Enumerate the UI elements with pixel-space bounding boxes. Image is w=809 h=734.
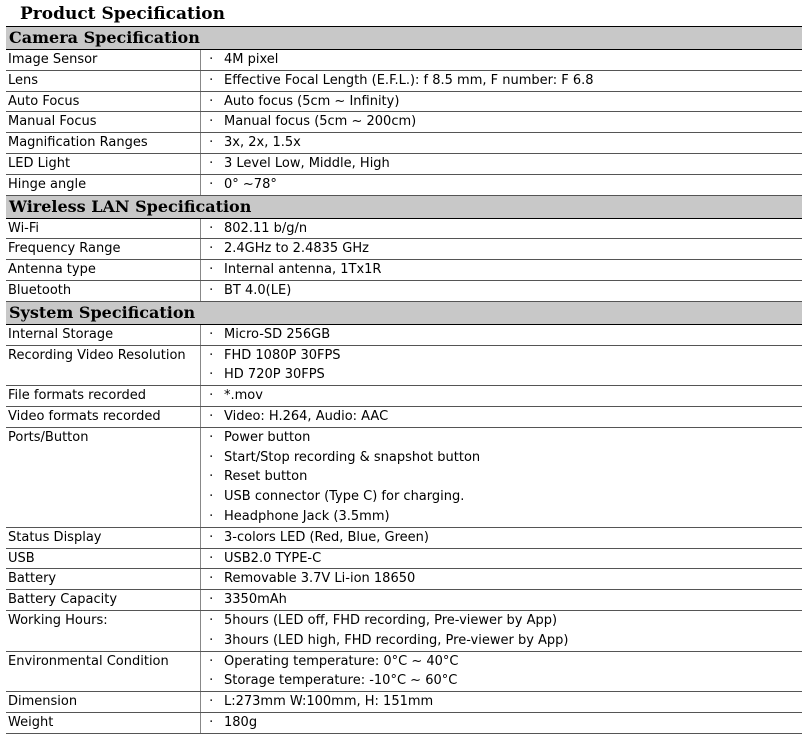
spec-label: Ports/Button bbox=[8, 429, 89, 445]
spec-label-cell bbox=[6, 610, 200, 651]
spec-label-cell bbox=[6, 133, 200, 154]
bullet-cell bbox=[200, 50, 222, 71]
bullet-cell bbox=[200, 345, 222, 386]
bullet-cell bbox=[200, 133, 222, 154]
spec-label-cell bbox=[6, 174, 200, 195]
spec-value-cell bbox=[222, 712, 802, 733]
spec-value: Auto focus (5cm ~ Infinity) bbox=[224, 93, 400, 109]
spec-label-cell bbox=[6, 112, 200, 133]
spec-label-cell bbox=[6, 712, 200, 733]
spec-label: Weight bbox=[8, 714, 54, 730]
spec-value: USB2.0 TYPE-C bbox=[224, 550, 322, 566]
spec-row bbox=[6, 239, 802, 260]
bullet-icon: · bbox=[209, 469, 214, 485]
spec-row bbox=[6, 427, 802, 527]
spec-row bbox=[6, 386, 802, 407]
spec-row bbox=[6, 174, 802, 195]
bullet-cell bbox=[200, 218, 222, 239]
spec-value-cell bbox=[222, 569, 802, 590]
spec-value: Effective Focal Length (E.F.L.): f 8.5 mm, F number: F 6.8 bbox=[224, 72, 594, 88]
spec-table bbox=[6, 26, 802, 734]
spec-label-cell bbox=[6, 260, 200, 281]
spec-label-cell bbox=[6, 692, 200, 713]
spec-row bbox=[6, 610, 802, 651]
spec-row bbox=[6, 133, 802, 154]
spec-label: Image Sensor bbox=[8, 52, 98, 67]
section-heading: Camera Specification bbox=[6, 27, 802, 50]
bullet-cell bbox=[200, 590, 222, 611]
section-heading: Wireless LAN Specification bbox=[6, 195, 802, 218]
bullet-icon: · bbox=[209, 367, 214, 383]
spec-label-cell bbox=[6, 569, 200, 590]
spec-value-cell bbox=[222, 590, 802, 611]
spec-table-body bbox=[6, 27, 802, 734]
bullet-icon: · bbox=[209, 429, 214, 445]
spec-value: FHD 1080P 30FPS bbox=[224, 347, 341, 363]
spec-value-cell bbox=[222, 324, 802, 345]
bullet-icon: · bbox=[209, 52, 214, 67]
bullet-cell bbox=[200, 112, 222, 133]
spec-label-cell bbox=[6, 651, 200, 692]
bullet-icon: · bbox=[209, 114, 214, 130]
bullet-cell bbox=[200, 386, 222, 407]
spec-value: 3-colors LED (Red, Blue, Green) bbox=[224, 529, 429, 545]
spec-value-cell bbox=[222, 239, 802, 260]
spec-value: Video: H.264, Audio: AAC bbox=[224, 408, 389, 424]
spec-row bbox=[6, 548, 802, 569]
spec-label: Status Display bbox=[8, 529, 102, 545]
bullet-icon: · bbox=[209, 241, 214, 257]
spec-value: Headphone Jack (3.5mm) bbox=[224, 508, 390, 524]
bullet-icon: · bbox=[209, 326, 214, 342]
bullet-icon: · bbox=[209, 408, 214, 424]
spec-row bbox=[6, 569, 802, 590]
bullet-cell bbox=[200, 527, 222, 548]
spec-value: Internal antenna, 1Tx1R bbox=[224, 262, 382, 278]
spec-label: Internal Storage bbox=[8, 326, 114, 342]
spec-row bbox=[6, 218, 802, 239]
bullet-icon: · bbox=[209, 612, 214, 628]
spec-value-cell bbox=[222, 174, 802, 195]
bullet-icon: · bbox=[209, 592, 214, 608]
bullet-icon: · bbox=[209, 632, 214, 648]
spec-value-cell bbox=[222, 153, 802, 174]
spec-value-cell bbox=[222, 610, 802, 651]
bullet-icon: · bbox=[209, 529, 214, 545]
spec-value-cell bbox=[222, 133, 802, 154]
spec-value-cell bbox=[222, 112, 802, 133]
bullet-cell bbox=[200, 70, 222, 91]
bullet-cell bbox=[200, 153, 222, 174]
spec-label: Dimension bbox=[8, 694, 78, 710]
spec-value: 802.11 b/g/n bbox=[224, 220, 308, 236]
bullet-cell bbox=[200, 239, 222, 260]
bullet-cell bbox=[200, 692, 222, 713]
section-heading: System Specification bbox=[6, 301, 802, 324]
bullet-cell bbox=[200, 324, 222, 345]
spec-row bbox=[6, 50, 802, 71]
spec-value: *.mov bbox=[224, 388, 263, 404]
bullet-cell bbox=[200, 610, 222, 651]
spec-value-cell bbox=[222, 218, 802, 239]
bullet-cell bbox=[200, 260, 222, 281]
spec-label: Video formats recorded bbox=[8, 408, 161, 424]
bullet-cell bbox=[200, 548, 222, 569]
spec-label-cell bbox=[6, 386, 200, 407]
bullet-cell bbox=[200, 174, 222, 195]
bullet-cell bbox=[200, 427, 222, 527]
spec-label-cell bbox=[6, 280, 200, 301]
bullet-icon: · bbox=[209, 489, 214, 505]
bullet-icon: · bbox=[209, 388, 214, 404]
spec-value-cell bbox=[222, 386, 802, 407]
spec-label: File formats recorded bbox=[8, 388, 146, 404]
bullet-icon: · bbox=[209, 449, 214, 465]
bullet-icon: · bbox=[209, 347, 214, 363]
spec-label: USB bbox=[8, 550, 35, 566]
spec-label-cell bbox=[6, 406, 200, 427]
spec-label-cell bbox=[6, 50, 200, 71]
spec-value: Storage temperature: -10°C ~ 60°C bbox=[224, 673, 458, 689]
bullet-icon: · bbox=[209, 508, 214, 524]
spec-label-cell bbox=[6, 239, 200, 260]
spec-value-cell bbox=[222, 91, 802, 112]
spec-value: Start/Stop recording & snapshot button bbox=[224, 449, 481, 465]
bullet-cell bbox=[200, 651, 222, 692]
section-header-row bbox=[6, 27, 802, 50]
spec-value: Reset button bbox=[224, 469, 308, 485]
spec-value-cell bbox=[222, 260, 802, 281]
spec-row bbox=[6, 345, 802, 386]
bullet-icon: · bbox=[209, 135, 214, 151]
spec-row bbox=[6, 153, 802, 174]
spec-row bbox=[6, 527, 802, 548]
spec-label: Recording Video Resolution bbox=[8, 347, 186, 363]
spec-value: Power button bbox=[224, 429, 311, 445]
bullet-icon: · bbox=[209, 282, 214, 298]
spec-row bbox=[6, 692, 802, 713]
spec-value: Micro-SD 256GB bbox=[224, 326, 331, 342]
bullet-icon: · bbox=[209, 550, 214, 566]
spec-value: L:273mm W:100mm, H: 151mm bbox=[224, 694, 434, 710]
spec-value-cell bbox=[222, 427, 802, 527]
spec-value: USB connector (Type C) for charging. bbox=[224, 489, 465, 505]
spec-value-cell bbox=[222, 406, 802, 427]
spec-label: Magnification Ranges bbox=[8, 135, 148, 151]
page-title: Product Specification bbox=[20, 4, 225, 24]
spec-row bbox=[6, 651, 802, 692]
spec-label-cell bbox=[6, 218, 200, 239]
spec-label: Manual Focus bbox=[8, 114, 97, 130]
spec-label-cell bbox=[6, 153, 200, 174]
spec-value: Manual focus (5cm ~ 200cm) bbox=[224, 114, 417, 130]
spec-row bbox=[6, 260, 802, 281]
bullet-icon: · bbox=[209, 155, 214, 171]
bullet-icon: · bbox=[209, 694, 214, 710]
bullet-cell bbox=[200, 280, 222, 301]
spec-label-cell bbox=[6, 70, 200, 91]
spec-value-cell bbox=[222, 50, 802, 71]
bullet-icon: · bbox=[209, 262, 214, 278]
spec-value: 5hours (LED off, FHD recording, Pre-viewer by App) bbox=[224, 612, 558, 628]
spec-value: 3x, 2x, 1.5x bbox=[224, 135, 301, 151]
spec-row bbox=[6, 590, 802, 611]
spec-row bbox=[6, 712, 802, 733]
spec-label: Frequency Range bbox=[8, 241, 121, 257]
spec-label: Bluetooth bbox=[8, 282, 72, 298]
bullet-icon: · bbox=[209, 176, 214, 192]
bullet-cell bbox=[200, 712, 222, 733]
spec-value: Operating temperature: 0°C ~ 40°C bbox=[224, 653, 459, 669]
spec-label: Lens bbox=[8, 72, 39, 88]
bullet-icon: · bbox=[209, 72, 214, 88]
spec-value: 180g bbox=[224, 714, 258, 730]
spec-row bbox=[6, 91, 802, 112]
bullet-icon: · bbox=[209, 673, 214, 689]
spec-label-cell bbox=[6, 345, 200, 386]
spec-label: Hinge angle bbox=[8, 176, 87, 192]
bullet-cell bbox=[200, 91, 222, 112]
spec-row bbox=[6, 70, 802, 91]
spec-value-cell bbox=[222, 527, 802, 548]
spec-label: Auto Focus bbox=[8, 93, 80, 109]
spec-label: Battery Capacity bbox=[8, 592, 118, 608]
spec-label-cell bbox=[6, 324, 200, 345]
spec-value: 0° ~78° bbox=[224, 176, 277, 192]
bullet-icon: · bbox=[209, 220, 214, 236]
section-header-row bbox=[6, 301, 802, 324]
spec-value-cell bbox=[222, 70, 802, 91]
spec-value: 4M pixel bbox=[224, 52, 279, 67]
spec-label: Antenna type bbox=[8, 262, 96, 278]
spec-value: Removable 3.7V Li-ion 18650 bbox=[224, 571, 416, 587]
spec-label-cell bbox=[6, 91, 200, 112]
spec-label-cell bbox=[6, 548, 200, 569]
spec-label-cell bbox=[6, 590, 200, 611]
spec-value-cell bbox=[222, 280, 802, 301]
spec-row bbox=[6, 406, 802, 427]
bullet-icon: · bbox=[209, 714, 214, 730]
bullet-icon: · bbox=[209, 93, 214, 109]
spec-row bbox=[6, 112, 802, 133]
spec-value-cell bbox=[222, 651, 802, 692]
spec-value: 3 Level Low, Middle, High bbox=[224, 155, 390, 171]
spec-label: Environmental Condition bbox=[8, 653, 169, 669]
spec-value: 3hours (LED high, FHD recording, Pre-viewer by App) bbox=[224, 632, 569, 648]
spec-value: BT 4.0(LE) bbox=[224, 282, 292, 298]
bullet-icon: · bbox=[209, 653, 214, 669]
spec-label: Working Hours: bbox=[8, 612, 108, 628]
spec-value-cell bbox=[222, 692, 802, 713]
bullet-icon: · bbox=[209, 571, 214, 587]
spec-value: 3350mAh bbox=[224, 592, 287, 608]
spec-row bbox=[6, 280, 802, 301]
spec-row bbox=[6, 324, 802, 345]
spec-value-cell bbox=[222, 345, 802, 386]
spec-value: 2.4GHz to 2.4835 GHz bbox=[224, 241, 369, 257]
spec-label: Battery bbox=[8, 571, 57, 587]
spec-label-cell bbox=[6, 527, 200, 548]
spec-value-cell bbox=[222, 548, 802, 569]
bullet-cell bbox=[200, 406, 222, 427]
spec-label: LED Light bbox=[8, 155, 71, 171]
section-header-row bbox=[6, 195, 802, 218]
spec-label-cell bbox=[6, 427, 200, 527]
spec-value: HD 720P 30FPS bbox=[224, 367, 325, 383]
spec-label: Wi-Fi bbox=[8, 220, 40, 236]
bullet-cell bbox=[200, 569, 222, 590]
